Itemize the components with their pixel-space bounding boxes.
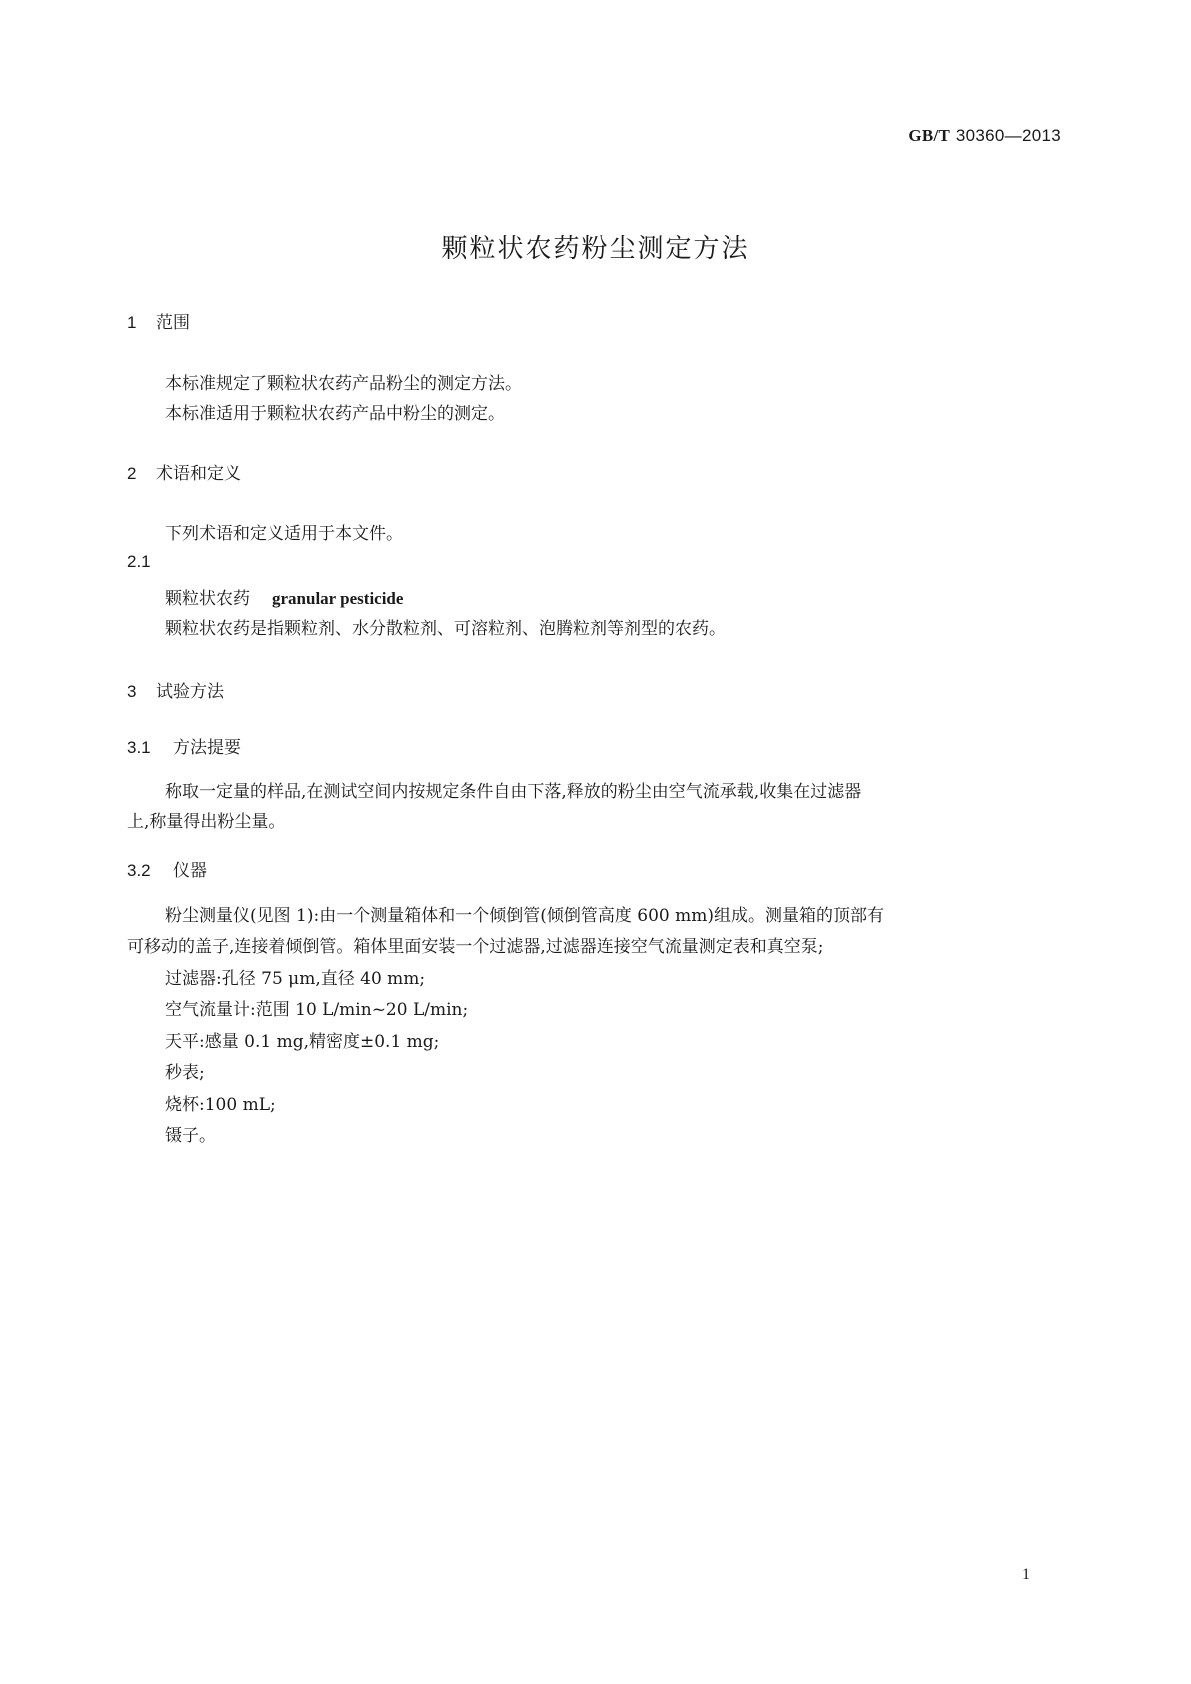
term-name-en: granular pesticide bbox=[272, 589, 404, 608]
page-number: 1 bbox=[1022, 1566, 1030, 1583]
paragraph-line: 称取一定量的样品,在测试空间内按规定条件自由下落,释放的粉尘由空气流承载,收集在过滤器 bbox=[165, 782, 862, 802]
list-item: 烧杯:100 mL; bbox=[165, 1095, 276, 1115]
document-title: 颗粒状农药粉尘测定方法 bbox=[441, 234, 750, 264]
section-number: 1 bbox=[127, 313, 137, 332]
paragraph: 下列术语和定义适用于本文件。 bbox=[165, 524, 403, 544]
paragraph: 本标准规定了颗粒状农药产品粉尘的测定方法。 bbox=[165, 374, 522, 394]
term-number: 2.1 bbox=[127, 552, 151, 571]
section-title: 范围 bbox=[156, 313, 190, 333]
term-name-cn: 颗粒状农药 bbox=[165, 589, 250, 609]
subsection-number: 3.1 bbox=[127, 738, 151, 757]
list-item: 天平:感量 0.1 mg,精密度±0.1 mg; bbox=[165, 1032, 440, 1052]
term-definition: 颗粒状农药是指颗粒剂、水分散粒剂、可溶粒剂、泡腾粒剂等剂型的农药。 bbox=[165, 619, 726, 639]
subsection-title: 方法提要 bbox=[173, 738, 241, 758]
subsection-3-2-heading bbox=[127, 856, 207, 881]
paragraph-line: 上,称量得出粉尘量。 bbox=[127, 812, 286, 832]
list-item: 秒表; bbox=[165, 1063, 205, 1083]
section-title: 术语和定义 bbox=[156, 464, 241, 484]
section-number: 3 bbox=[127, 682, 137, 701]
section-number: 2 bbox=[127, 464, 137, 483]
paragraph-line: 可移动的盖子,连接着倾倒管。箱体里面安装一个过滤器,过滤器连接空气流量测定表和真空泵; bbox=[127, 937, 824, 957]
paragraph: 本标准适用于颗粒状农药产品中粉尘的测定。 bbox=[165, 404, 505, 424]
list-item: 镊子。 bbox=[165, 1126, 216, 1146]
section-2-heading bbox=[127, 459, 241, 484]
list-item: 过滤器:孔径 75 μm,直径 40 mm; bbox=[165, 969, 426, 989]
section-3-heading bbox=[127, 677, 224, 702]
paragraph-line: 粉尘测量仪(见图 1):由一个测量箱体和一个倾倒管(倾倒管高度 600 mm)组成。测量箱的顶部有 bbox=[165, 906, 884, 926]
standard-code bbox=[908, 126, 1061, 146]
subsection-title: 仪器 bbox=[173, 861, 207, 881]
standard-number: 30360—2013 bbox=[955, 126, 1061, 145]
term-entry bbox=[165, 584, 403, 609]
subsection-3-1-heading bbox=[127, 733, 241, 758]
subsection-number: 3.2 bbox=[127, 861, 151, 880]
section-1-heading bbox=[127, 308, 190, 333]
list-item: 空气流量计:范围 10 L/min~20 L/min; bbox=[165, 1000, 469, 1020]
section-title: 试验方法 bbox=[156, 682, 224, 702]
standard-prefix: GB/T bbox=[908, 126, 951, 145]
